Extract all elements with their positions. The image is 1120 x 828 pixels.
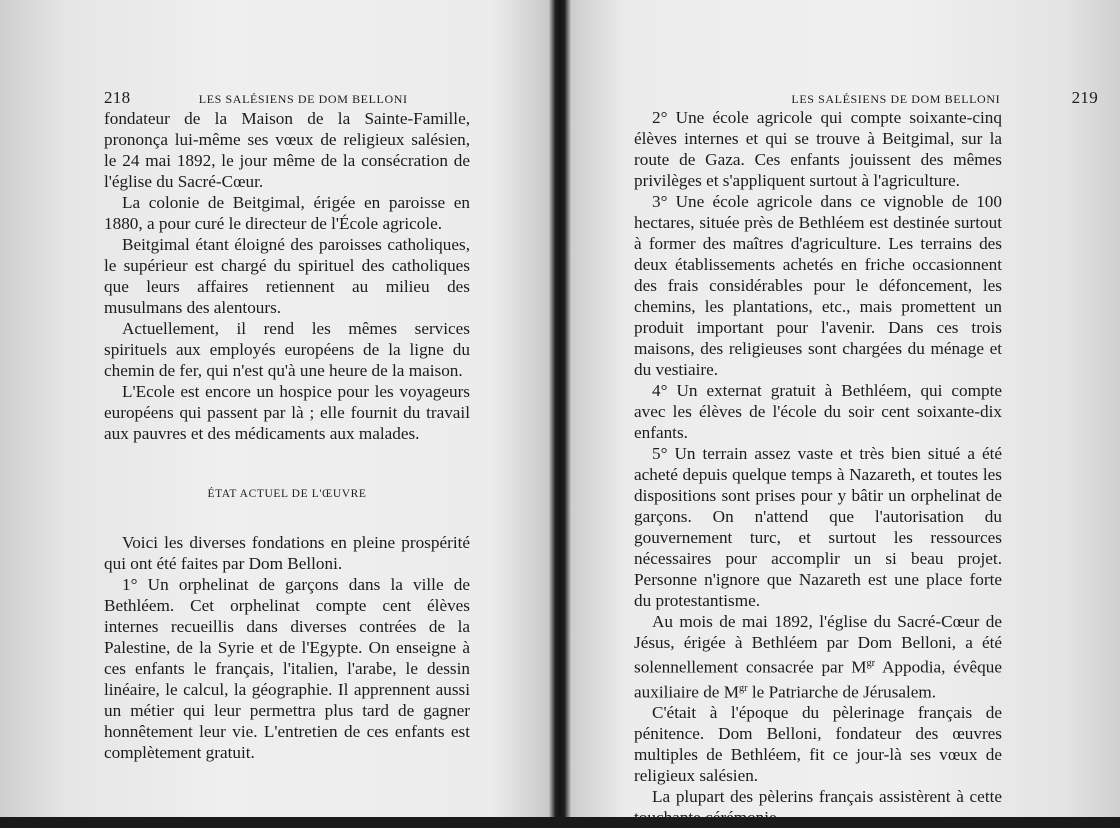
superscript: gr [866,658,876,669]
paragraph: C'était à l'époque du pèlerinage français de pénitence. Dom Belloni, fondateur des œuvres multiples de Bethléem, fit ce jour-là ses vœux de religieux salésien. [634,703,1002,786]
paragraph: La plupart des pèlerins français assistèrent à cette touchante cérémonie. [634,787,1002,828]
paragraph: 4° Un externat gratuit à Bethléem, qui compte avec les élèves de l'école du soir cent soixante-dix enfants. [634,381,1002,442]
paragraph: Actuellement, il rend les mêmes services spirituels aux employés européens de la ligne du chemin de fer, qui n'est qu'à une heure de la maison. [104,319,470,380]
paragraph: Voici les diverses fondations en pleine prospérité qui ont été faites par Dom Belloni. [104,533,470,573]
paragraph: 5° Un terrain assez vaste et très bien situé a été acheté depuis quelque temps à Nazareth, et toutes les dispositions sont prises pour y bâtir un orphelinat de garçons. On n'attend que l'autorisation du gouvernement turc, et surtout les ressources nécessaires pour accomplir un si beau projet. Personne n'ignore que Nazareth est une place forte du protestantisme. [634,444,1002,610]
paragraph: L'Ecole est encore un hospice pour les voyageurs européens qui passent par là ; elle fournit du travail aux pauvres et des médicaments aux malades. [104,382,470,443]
section-heading: ÉTAT ACTUEL DE L'ŒUVRE [207,488,367,500]
left-page [0,0,556,817]
page-number: 218 [104,88,131,107]
paragraph: Beitgimal étant éloigné des paroisses catholiques, le supérieur est chargé du spirituel des catholiques que leurs affaires retiennent au milieu des musulmans des alentours. [104,235,470,317]
right-page-header [720,88,1098,108]
text-run: Au mois de mai 1892, l'église du Sacré-Cœur de Jésus, érigée à Bethléem par Dom Belloni, a été solennellement consacrée par M [634,612,1002,677]
paragraph: fondateur de la Maison de la Sainte-Famille, prononça lui-même ses vœux de religieux salésien, le 24 mai 1892, le jour même de la consécration de l'église du Sacré-Cœur. [104,109,470,191]
superscript: gr [739,682,748,694]
right-page [562,0,1120,828]
paragraph: 1° Un orphelinat de garçons dans la ville de Bethléem. Cet orphelinat compte cent élèves internes recueillis dans diverses contrées de la Palestine, de la Syrie et de l'Egypte. On enseigne à ces enfants le français, l'italien, l'arabe, le dessin linéaire, le calcul, la géographie. Il apprennent aussi un métier qui leur permettra plus tard de gagner honnêtement leur vie. L'entretien de ces enfants est complètement gratuit. [104,575,470,762]
left-page-body [104,108,470,763]
running-title: LES SALÉSIENS DE DOM BELLONI [791,92,1001,106]
paragraph: La colonie de Beitgimal, érigée en paroisse en 1880, a pour curé le directeur de l'École agricole. [104,193,470,233]
paragraph: 3° Une école agricole dans ce vignoble de 100 hectares, située près de Bethléem est destinée surtout à former des maîtres d'agriculture. Les terrains des deux établissements achetés en friche occasionnent des frais considérables pour le défoncement, les chemins, les plantations, etc., mais promettent un produit important pour l'avenir. Dans ces trois maisons, des religieuses sont chargées du ménage et du vestiaire. [634,192,1002,379]
right-page-body [634,107,1002,828]
left-page-header [104,88,476,108]
paragraph [634,611,1002,702]
running-title: LES SALÉSIENS DE DOM BELLONI [198,92,408,106]
text-run: Appodia, évêque auxiliaire de M [634,657,1002,702]
paragraph: 2° Une école agricole qui compte soixante-cinq élèves internes et qui se trouve à Beitgimal, sur la route de Gaza. Ces enfants jouissent des mêmes privilèges et s'appliquent surtout à l'agriculture. [634,108,1002,190]
text-run: le Patriarche de Jérusalem. [747,682,937,702]
page-number: 219 [1071,88,1098,107]
